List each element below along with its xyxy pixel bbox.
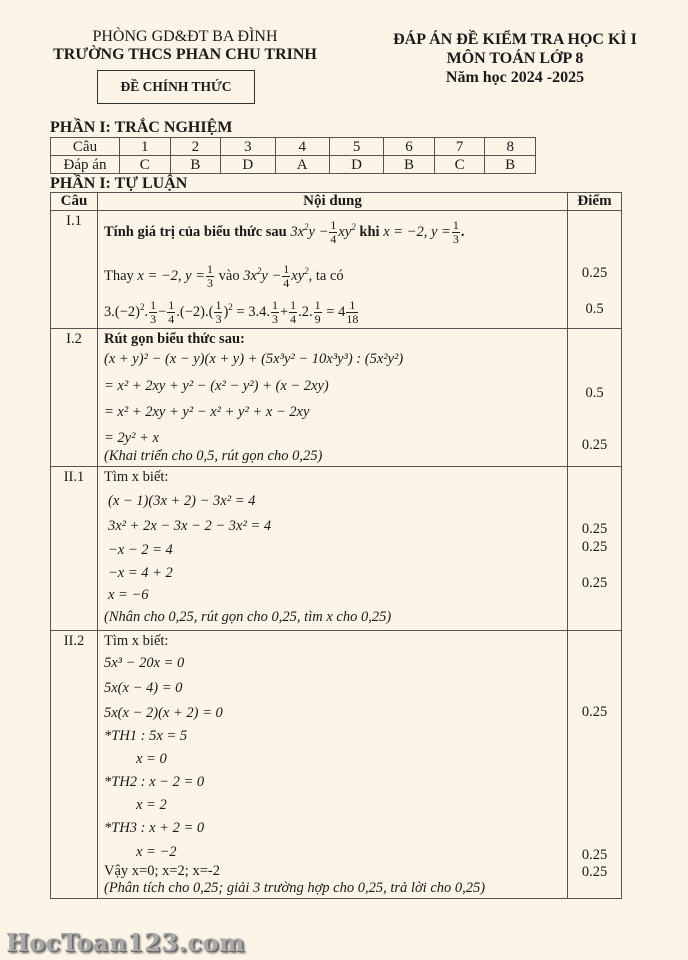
solution-line: −x − 2 = 4 [108,542,173,558]
points-cell [568,467,622,631]
question-number: 2 [170,138,221,156]
table-row [51,211,622,329]
solution-line: 5x(x − 4) = 0 [104,680,183,696]
content-cell [98,467,568,631]
solution-line: *TH3 : x + 2 = 0 [104,820,205,836]
problem-title: Tìm x biết: [104,633,169,649]
points-cell [568,211,622,329]
solution-line: *TH1 : 5x = 5 [104,728,188,744]
part1-title: PHẦN I: TRẮC NGHIỆM [50,119,233,136]
table-row [51,631,622,899]
question-id: I.2 [66,331,82,347]
problem-title: Rút gọn biểu thức sau: [104,331,245,347]
solution-line: (x − 1)(3x + 2) − 3x² = 4 [108,493,256,509]
solution-line: x = −2 [136,844,177,860]
table-header-row [51,193,622,211]
question-id: II.2 [63,633,85,649]
points-value: 0.25 [581,437,608,453]
question-number: 8 [485,138,536,156]
conclusion-line: Vậy x=0; x=2; x=-2 [104,863,220,879]
header-left [40,28,330,64]
solution-line: = 2y² + x [104,430,159,446]
points-value: 0.5 [585,301,604,317]
points-value: 0.25 [581,864,608,880]
points-value: 0.25 [581,575,608,591]
problem-title: Tìm x biết: [104,469,169,485]
points-value: 0.25 [581,704,608,720]
table-row [51,329,622,467]
solution-line: x = 0 [136,751,167,767]
answer-cell: B [170,156,221,174]
question-number: 6 [384,138,435,156]
solution-line: = x² + 2xy + y² − (x² − y²) + (x − 2xy) [104,378,329,394]
essay-answer-table [50,192,622,899]
points-cell [568,329,622,467]
department-name: PHÒNG GD&ĐT BA ĐÌNH [92,28,278,45]
watermark-logo: HocToan123.com [6,928,245,957]
question-number: 1 [120,138,171,156]
column-header-points: Điểm [568,193,622,211]
points-value: 0.5 [585,385,604,401]
answer-cell: D [329,156,383,174]
points-value: 0.25 [581,521,608,537]
solution-line: = x² + 2xy + y² − x² + y² + x − 2xy [104,404,310,420]
points-value: 0.25 [581,539,608,555]
question-row [51,138,536,156]
school-year: Năm học 2024 -2025 [445,69,585,86]
content-cell [98,329,568,467]
points-value: 0.25 [581,847,608,863]
solution-line: (x + y)² − (x − y)(x + y) + (5x³y² − 10x³y³) : (5x²y²) [104,351,404,367]
answer-cell: C [120,156,171,174]
official-exam-label: ĐỀ CHÍNH THỨC [97,70,255,104]
solution-line: x = 2 [136,797,167,813]
question-number: 4 [275,138,329,156]
solution-line: 3x² + 2x − 3x − 2 − 3x² = 4 [108,518,272,534]
solution-line: 5x(x − 2)(x + 2) = 0 [104,705,223,721]
answer-cell: B [384,156,435,174]
question-id: I.1 [66,213,82,229]
header-right [365,30,665,87]
solution-line: Tính giá trị của biểu thức sau $3x^2y$ − $\frac{1}{4}$ $xy^2$ khi x = −2, y = $\frac{1}{3}$ . [104,218,465,246]
row-label: Câu [51,138,120,156]
part2-title: PHẦN I: TỰ LUẬN [50,175,188,192]
content-cell [98,631,568,899]
row-label: Đáp án [51,156,120,174]
grading-note: (Khai triển cho 0,5, rút gọn cho 0,25) [104,448,323,464]
solution-line: $3.(-2)^2$. $\frac{1}{3}$ − $\frac{1}{4}$ .(−2).( $\frac{1}{3}$ )$^2$ = 3.4. $\frac{1}{3}$ + $\frac{1}{4}$ .2. $\frac{1}{9}$ = 4 $\frac{1}{18}$ [104,298,359,326]
points-cell [568,631,622,899]
document-title: ĐÁP ÁN ĐỀ KIỂM TRA HỌC KÌ I [393,31,637,48]
question-id: II.1 [63,469,85,485]
grading-note: (Phân tích cho 0,25; giải 3 trường hợp cho 0,25, trả lời cho 0,25) [104,880,486,896]
answer-row [51,156,536,174]
solution-line: 5x³ − 20x = 0 [104,655,185,671]
answer-cell: A [275,156,329,174]
solution-line: Thay x = −2, y = $\frac{1}{3}$ vào $3x^2y$ − $\frac{1}{4}$ $xy^2$, ta có [104,262,344,290]
points-value: 0.25 [581,265,608,281]
solution-line: −x = 4 + 2 [108,565,173,581]
column-header-content: Nội dung [98,193,568,211]
subject-title: MÔN TOÁN LỚP 8 [446,50,584,67]
solution-line: x = −6 [108,587,149,603]
table-row [51,467,622,631]
answer-cell: B [485,156,536,174]
content-cell [98,211,568,329]
column-header-question: Câu [51,193,98,211]
answer-cell: D [221,156,275,174]
grading-note: (Nhân cho 0,25, rút gọn cho 0,25, tìm x cho 0,25) [104,609,392,625]
solution-line: *TH2 : x − 2 = 0 [104,774,205,790]
question-number: 3 [221,138,275,156]
multiple-choice-table [50,137,536,174]
school-name: TRƯỜNG THCS PHAN CHU TRINH [53,46,317,63]
question-number: 7 [434,138,485,156]
question-number: 5 [329,138,383,156]
answer-cell: C [434,156,485,174]
